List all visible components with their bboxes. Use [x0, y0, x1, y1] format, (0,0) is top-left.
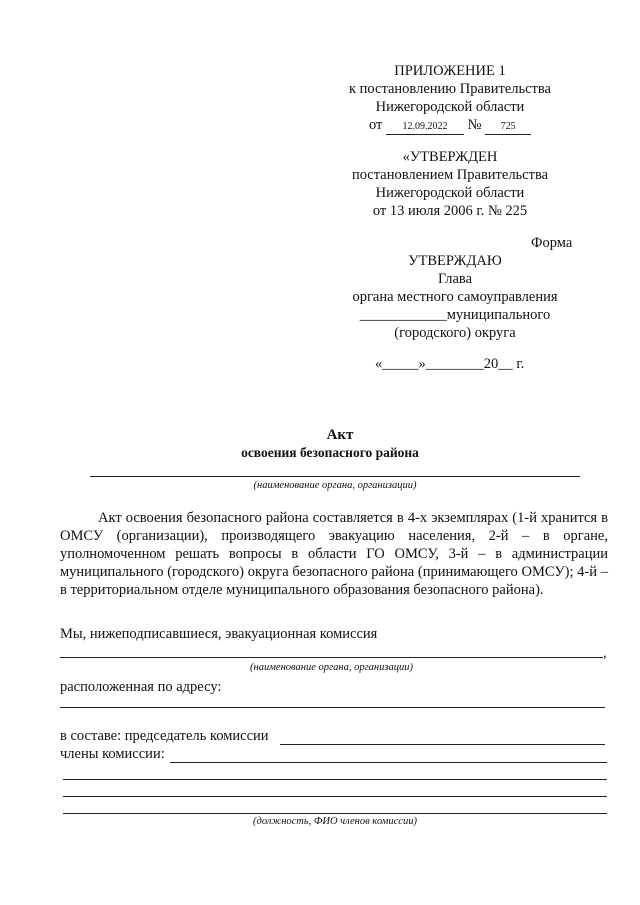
members-line-3[interactable] [63, 796, 607, 797]
members-line-4[interactable] [63, 813, 607, 814]
appendix-block [320, 62, 580, 135]
approved-line-1: «УТВЕРЖДЕН [402, 149, 498, 165]
members-hint: (должность, ФИО членов комиссии) [253, 816, 417, 827]
commission-org-line[interactable] [60, 657, 603, 658]
approve-block [320, 252, 590, 342]
from-label: от [368, 117, 383, 133]
members-line-1[interactable] [170, 762, 607, 763]
approve-line-5: (городского) округа [394, 325, 516, 341]
approve-line-1: УТВЕРЖДАЮ [408, 253, 502, 269]
act-title: Акт [326, 427, 354, 443]
approved-decree-block [320, 148, 580, 220]
appendix-line-1: к постановлению Правительства [349, 81, 551, 97]
org-name-line [90, 476, 580, 477]
number-label: № [467, 117, 482, 133]
approved-line-4: от 13 июля 2006 г. № 225 [372, 203, 528, 219]
we-signed-label: Мы, нижеподписавшиеся, эвакуационная комиссия [60, 626, 378, 642]
located-at-label: расположенная по адресу: [60, 679, 222, 695]
approved-line-3: Нижегородской области [375, 185, 525, 201]
act-subtitle: освоения безопасного района [241, 445, 419, 460]
approved-line-2: постановлением Правительства [351, 167, 549, 183]
appendix-date: 12.09.2022 [386, 119, 464, 135]
chairman-line[interactable] [280, 744, 605, 745]
approve-date-line: «_____»________20__ г. [375, 356, 525, 372]
paragraph-text: Акт освоения безопасного района составляется в 4-х экземплярах (1-й хранится в ОМСУ (организации), производящего эвакуацию населения, 2-й – в органе, уполномоченном решать вопросы в области ГО ОМСУ, 3-й – в администрации муниципального (городского) округа безопасного района (принимающего ОМСУ); 4-й – в территориальном отделе муниципального образования безопасного района). [60, 510, 608, 598]
form-label: Форма [531, 235, 573, 251]
comma: , [603, 645, 607, 661]
appendix-number: 725 [485, 119, 531, 135]
commission-org-hint: (наименование органа, организации) [250, 662, 413, 673]
approve-line-4: ____________муниципального [359, 307, 551, 323]
appendix-line-2: Нижегородской области [375, 99, 525, 115]
address-line[interactable] [60, 707, 605, 708]
approve-line-3: органа местного самоуправления [352, 289, 558, 305]
composition-label: в составе: председатель комиссии [60, 728, 269, 744]
org-name-hint: (наименование органа, организации) [253, 480, 417, 491]
appendix-title: ПРИЛОЖЕНИЕ 1 [394, 63, 506, 79]
members-label: члены комиссии: [60, 746, 165, 762]
members-line-2[interactable] [63, 779, 607, 780]
instruction-paragraph [60, 509, 608, 599]
approve-line-2: Глава [437, 271, 473, 287]
appendix-date-row [320, 116, 580, 135]
